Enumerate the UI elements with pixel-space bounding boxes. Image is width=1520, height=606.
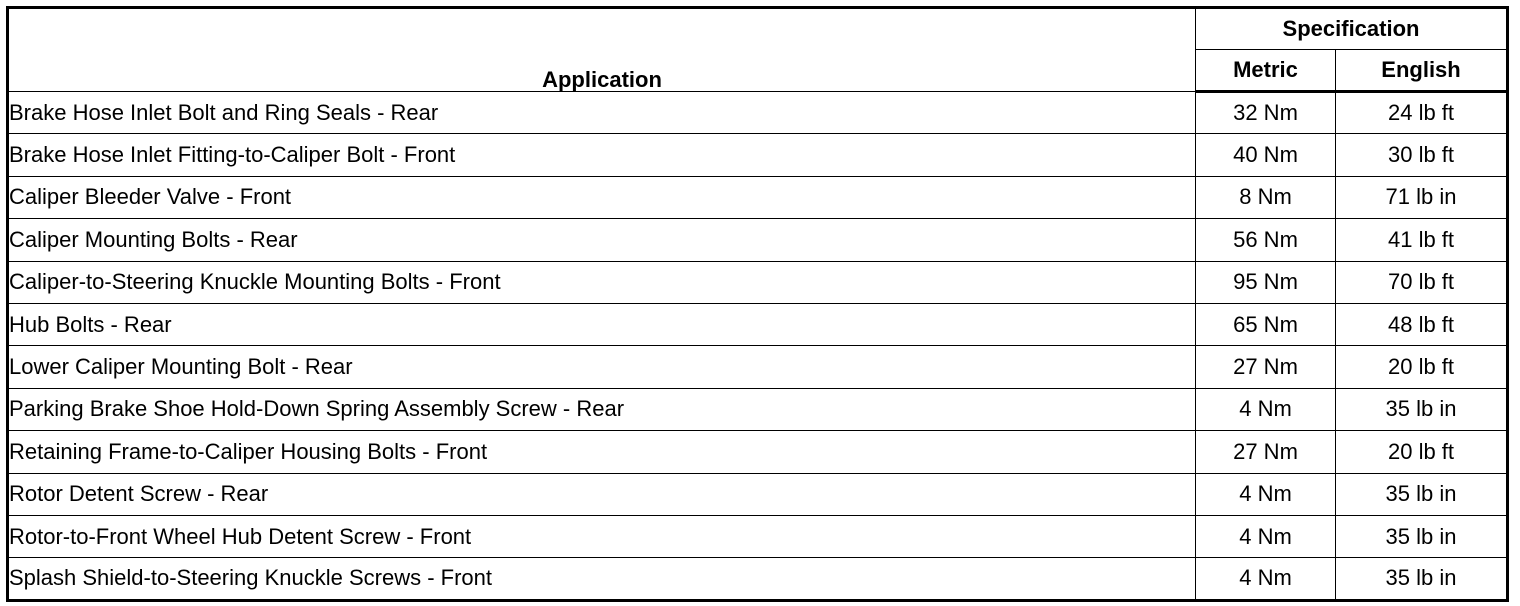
application-cell: Caliper-to-Steering Knuckle Mounting Bolts - Front xyxy=(8,261,1196,303)
metric-value-cell: 8 Nm xyxy=(1196,176,1336,218)
english-column-header: English xyxy=(1336,50,1508,92)
application-cell: Retaining Frame-to-Caliper Housing Bolts - Front xyxy=(8,431,1196,473)
metric-value-cell: 4 Nm xyxy=(1196,515,1336,557)
table-header xyxy=(8,8,1508,92)
application-cell: Brake Hose Inlet Bolt and Ring Seals - Rear xyxy=(8,92,1196,134)
metric-column-header: Metric xyxy=(1196,50,1336,92)
metric-value-cell: 4 Nm xyxy=(1196,388,1336,430)
table-row xyxy=(8,303,1508,345)
header-row-top xyxy=(8,8,1508,50)
application-cell: Hub Bolts - Rear xyxy=(8,303,1196,345)
fastener-specification-table xyxy=(6,6,1509,602)
application-column-header: Application xyxy=(8,8,1196,92)
english-value-cell: 70 lb ft xyxy=(1336,261,1508,303)
english-value-cell: 35 lb in xyxy=(1336,473,1508,515)
table-row xyxy=(8,388,1508,430)
application-cell: Rotor-to-Front Wheel Hub Detent Screw - Front xyxy=(8,515,1196,557)
english-value-cell: 35 lb in xyxy=(1336,558,1508,600)
metric-value-cell: 27 Nm xyxy=(1196,346,1336,388)
metric-value-cell: 40 Nm xyxy=(1196,134,1336,176)
application-cell: Splash Shield-to-Steering Knuckle Screws - Front xyxy=(8,558,1196,600)
application-cell: Caliper Mounting Bolts - Rear xyxy=(8,219,1196,261)
english-value-cell: 48 lb ft xyxy=(1336,303,1508,345)
table-row xyxy=(8,176,1508,218)
english-value-cell: 24 lb ft xyxy=(1336,92,1508,134)
table-row xyxy=(8,558,1508,600)
metric-value-cell: 56 Nm xyxy=(1196,219,1336,261)
application-cell: Lower Caliper Mounting Bolt - Rear xyxy=(8,346,1196,388)
table-row xyxy=(8,92,1508,134)
english-value-cell: 35 lb in xyxy=(1336,515,1508,557)
metric-value-cell: 4 Nm xyxy=(1196,473,1336,515)
table-row xyxy=(8,473,1508,515)
english-value-cell: 20 lb ft xyxy=(1336,346,1508,388)
specification-column-header: Specification xyxy=(1196,8,1508,50)
table-row xyxy=(8,346,1508,388)
metric-value-cell: 65 Nm xyxy=(1196,303,1336,345)
metric-value-cell: 27 Nm xyxy=(1196,431,1336,473)
table-row xyxy=(8,515,1508,557)
application-cell: Caliper Bleeder Valve - Front xyxy=(8,176,1196,218)
english-value-cell: 41 lb ft xyxy=(1336,219,1508,261)
metric-value-cell: 95 Nm xyxy=(1196,261,1336,303)
table-row xyxy=(8,219,1508,261)
metric-value-cell: 4 Nm xyxy=(1196,558,1336,600)
table-row xyxy=(8,431,1508,473)
english-value-cell: 71 lb in xyxy=(1336,176,1508,218)
application-cell: Brake Hose Inlet Fitting-to-Caliper Bolt - Front xyxy=(8,134,1196,176)
application-cell: Parking Brake Shoe Hold-Down Spring Assembly Screw - Rear xyxy=(8,388,1196,430)
application-cell: Rotor Detent Screw - Rear xyxy=(8,473,1196,515)
metric-value-cell: 32 Nm xyxy=(1196,92,1336,134)
english-value-cell: 20 lb ft xyxy=(1336,431,1508,473)
english-value-cell: 30 lb ft xyxy=(1336,134,1508,176)
table-row xyxy=(8,261,1508,303)
english-value-cell: 35 lb in xyxy=(1336,388,1508,430)
table-row xyxy=(8,134,1508,176)
table-body xyxy=(8,92,1508,601)
